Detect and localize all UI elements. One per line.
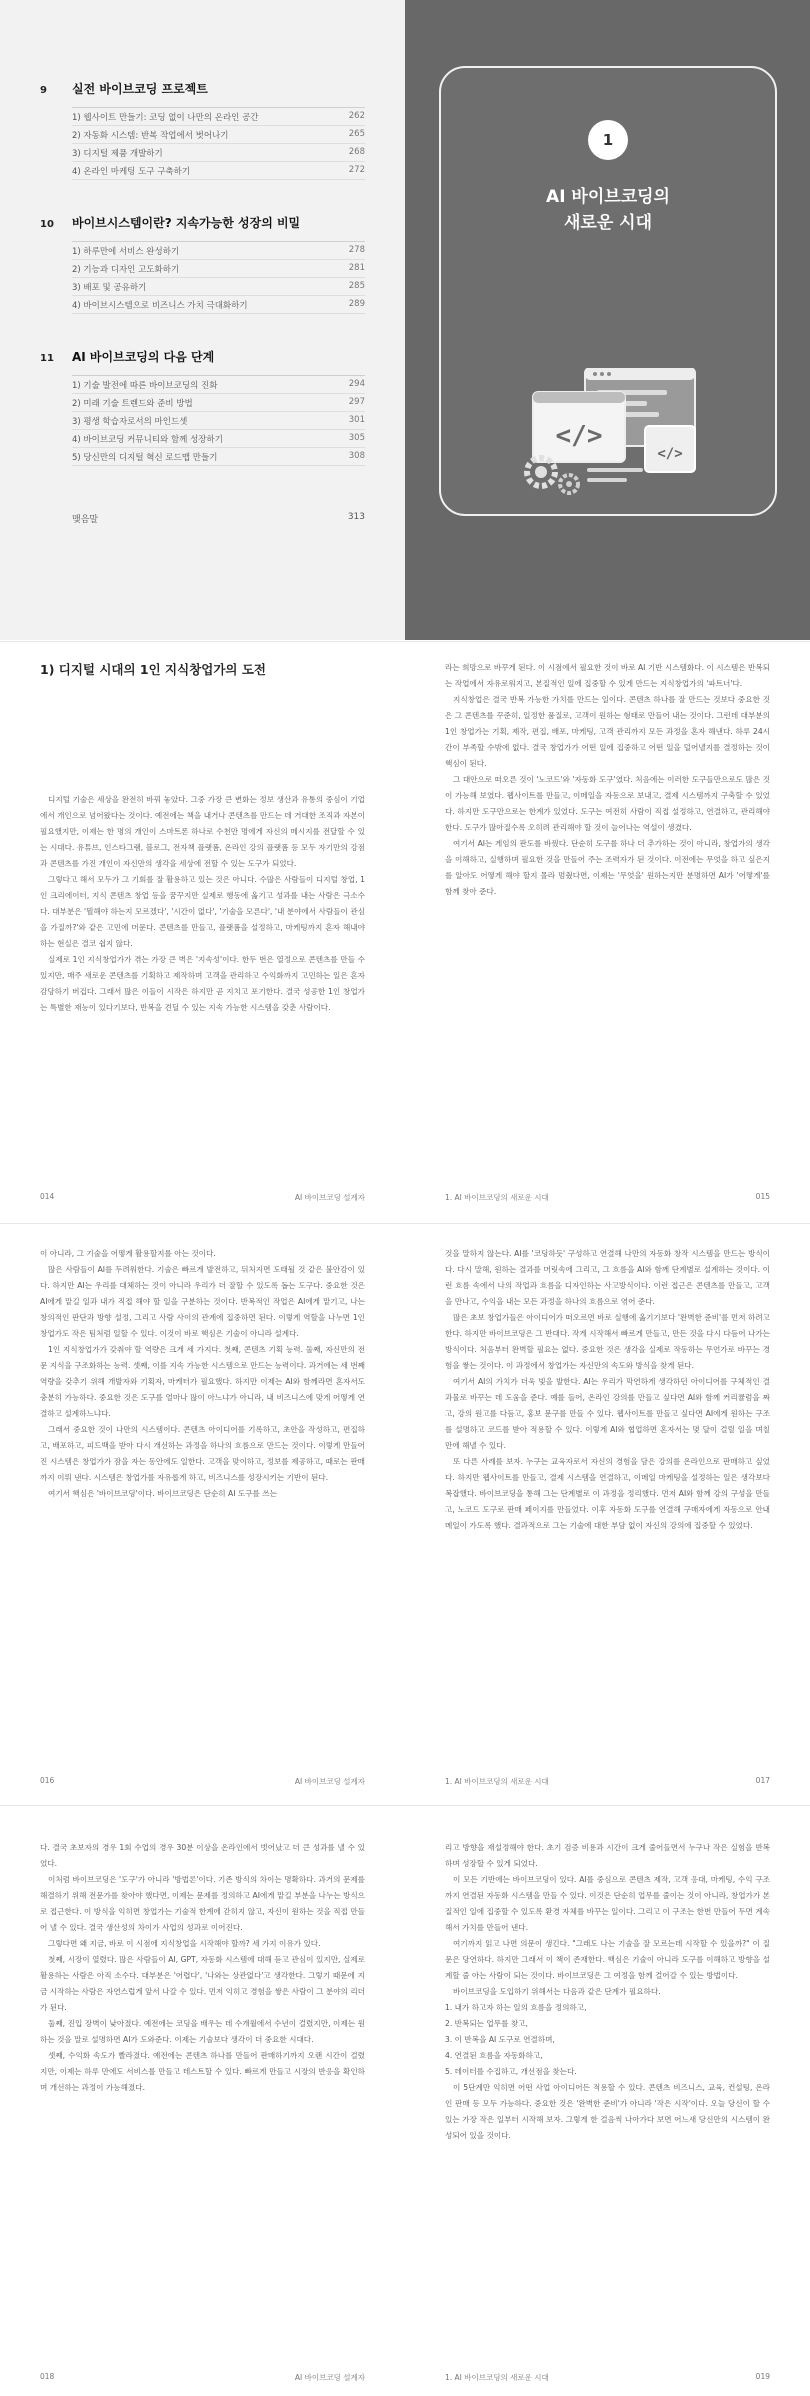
toc-item[interactable]: [72, 260, 365, 278]
running-title: 1. AI 바이브코딩의 새로운 시대: [445, 2373, 549, 2382]
page-015-body: [445, 660, 770, 900]
toc-section: [40, 214, 365, 314]
toc-item-label: 2) 기능과 디자인 고도화하기: [72, 265, 180, 275]
toc-item-label: 4) 바이브코딩 커뮤니티와 함께 성장하기: [72, 435, 223, 445]
toc-epilogue-label: 맺음말: [72, 515, 99, 525]
body-paragraph: 그렇다면 왜 지금, 바로 이 시점에 지식창업을 시작해야 할까? 세 가지 이유가 있다.: [48, 1939, 321, 1948]
toc-page: [0, 0, 405, 640]
toc-item[interactable]: [72, 108, 365, 126]
toc-item-page: 278: [348, 245, 365, 255]
body-paragraph: 그 대안으로 떠오른 것이 '노코드'와 '자동화 도구'였다. 처음에는 이러한 도구들만으로도 많은 것이 가능해 보였다. 웹사이트를 만들고, 이메일을 자동으로 보내고, 결제 시스템까지 구축할 수 있었다. 하지만 도구만으로는 한계가 있었다. 도구는 여전히 사람이 직접 설정하고, 연결하고, 관리해야 한다. 도구가 많아질수록 오히려 관리해야 할 것이 늘어나는 역설이 생겼다.: [445, 775, 770, 832]
body-paragraph: 3. 이 반복을 AI 도구로 연결하며,: [445, 2035, 555, 2044]
body-paragraph: 그렇다고 해서 모두가 그 기회를 잘 활용하고 있는 것은 아니다. 수많은 사람들이 디지털 창업, 1인 크리에이터, 지식 콘텐츠 창업 등을 꿈꾸지만 실제로 행동에 옮기고 성과를 내는 사람은 극소수다. 대부분은 '뭘해야 하는지 모르겠다', '시간이 없다', '기술을 모른다', '내 분야에서 사람들이 관심을 가질까?'와 같은 고민에 머문다. 콘텐츠를 만들고, 플랫폼을 설정하고, 마케팅까지 혼자 해내야 하는 현실은 결코 쉽지 않다.: [40, 875, 365, 948]
toc-item-page: 305: [348, 433, 365, 443]
running-title: AI 바이브코딩 설계자: [294, 1193, 365, 1202]
page-017-body: [445, 1246, 770, 1534]
toc-chapter-heading[interactable]: [40, 348, 365, 365]
toc-item-label: 3) 평생 학습자로서의 마인드셋: [72, 417, 188, 427]
body-paragraph: 1인 지식창업가가 갖춰야 할 역량은 크게 세 가지다. 첫째, 콘텐츠 기획 능력. 둘째, 자신만의 전문 지식을 구조화하는 능력. 셋째, 이를 지속 가능한 시스템으로 만드는 능력이다. 과거에는 세 번째 역량을 갖추기 위해 개발자와 기획자, 마케터가 필요했다. 하지만 이제는 AI와 함께라면 혼자서도 충분히 가능하다. 중요한 것은 도구를 얼마나 많이 아느냐가 아니라, 내 비즈니스에 맞게 어떻게 연결하고 설계하느냐다.: [40, 1345, 365, 1418]
svg-text:</>: </>: [555, 421, 603, 451]
page-number: 014: [40, 1192, 55, 1201]
body-paragraph: 여기까지 읽고 나면 의문이 생긴다. "그래도 나는 기술을 잘 모르는데 시작할 수 있을까?" 이 질문은 당연하다. 하지만 그래서 이 책이 존재한다. 핵심은 기술이 아니라 도구를 이해하고 방향을 설계할 줄 아는 사람이 되는 것이다. 바이브코딩은 그 여정을 함께 걸어갈 수 있는 방법이다.: [445, 1939, 770, 1980]
body-paragraph: 둘째, 진입 장벽이 낮아졌다. 예전에는 코딩을 배우는 데 수개월에서 수년이 걸렸지만, 이제는 원하는 것을 말로 설명하면 AI가 도와준다. 이제는 기술보다 생각이 더 중요한 시대다.: [40, 2019, 365, 2044]
running-title: 1. AI 바이브코딩의 새로운 시대: [445, 1193, 549, 1202]
running-title: 1. AI 바이브코딩의 새로운 시대: [445, 1777, 549, 1786]
toc-section: [40, 348, 365, 466]
page-015: [405, 642, 810, 1222]
spread-016-017: [0, 1224, 810, 1804]
page-018-body: [40, 1840, 365, 2096]
body-paragraph: 이 아니라, 그 기술을 어떻게 활용할지를 아는 것이다.: [40, 1249, 216, 1258]
toc-item-label: 3) 디지털 제품 개발하기: [72, 149, 163, 159]
page-014-folio: [40, 1192, 365, 1203]
toc-item-page: 301: [348, 415, 365, 425]
chapter-title-line1: AI 바이브코딩의: [546, 187, 670, 207]
body-paragraph: 5. 데이터를 수집하고, 개선점을 찾는다.: [445, 2067, 577, 2076]
body-paragraph: 리고 방향을 재설정해야 한다. 초기 검증 비용과 시간이 크게 줄어들면서 누구나 작은 실험을 반복하며 성장할 수 있게 되었다.: [445, 1843, 770, 1868]
page-015-folio: [445, 1192, 770, 1203]
toc-item[interactable]: [72, 278, 365, 296]
body-paragraph: 디지털 기술은 세상을 완전히 바꿔 놓았다. 그중 가장 큰 변화는 정보 생산과 유통의 중심이 기업에서 개인으로 넘어왔다는 것이다. 예전에는 책을 내거나 콘텐츠를 만드는 데 거대한 조직과 자본이 필요했지만, 이제는 한 명의 개인이 스마트폰 하나로 수천만 명에게 자신의 메시지를 전달할 수 있는 시대다. 유튜브, 인스타그램, 블로그, 전자책 플랫폼, 온라인 강의 플랫폼 등 모두 자기만의 강점과 콘텐츠를 가진 개인이 자신만의 생각을 세상에 전할 수 있는 도구가 되었다.: [40, 795, 365, 868]
toc-item[interactable]: [72, 394, 365, 412]
toc-chapter-heading[interactable]: [40, 80, 365, 97]
body-paragraph: 것을 말하지 않는다. AI를 '코딩하듯' 구성하고 연결해 나만의 자동화 창작 시스템을 만드는 방식이다. 다시 말해, 원하는 결과를 머릿속에 그리고, 그 흐름을 AI와 함께 단계별로 설계하는 것이다. 이런 흐름 속에서 나의 작업과 흐름을 디자인하는 사고방식이다. 이런 접근은 콘텐츠를 만들고, 고객을 만나고, 수익을 내는 모든 과정을 하나의 흐름으로 엮어 준다.: [445, 1249, 770, 1306]
chapter-cover-page: [405, 0, 810, 640]
body-paragraph: 이 모든 기반에는 바이브코딩이 있다. AI를 중심으로 콘텐츠 제작, 고객 응대, 마케팅, 수익 구조까지 연결된 자동화 시스템을 만들 수 있다. 이것은 단순히 업무를 줄이는 것이 아니라, 창업가가 본질적인 일에 집중할 수 있도록 환경 자체를 바꾸는 일이다. 그리고 이 구조는 한번 만들어 두면 계속해서 가치를 만들어 낸다.: [445, 1875, 770, 1932]
toc-item-page: 281: [348, 263, 365, 273]
body-paragraph: 1. 내가 하고자 하는 일의 흐름을 정의하고,: [445, 2003, 587, 2012]
toc-item-label: 1) 웹사이트 만들기: 코딩 없이 나만의 온라인 공간: [72, 113, 259, 123]
page-number: 016: [40, 1776, 55, 1785]
toc-item-page: 294: [348, 379, 365, 389]
body-paragraph: 라는 희망으로 바꾸게 된다. 이 시점에서 필요한 것이 바로 AI 기반 시스템화다. 이 시스템은 반복되는 작업에서 자유로워지고, 본질적인 일에 집중할 수 있게 만드는 지식창업가의 '파트너'다.: [445, 663, 770, 688]
page-number: 019: [755, 2372, 770, 2381]
page-017: [405, 1224, 810, 1804]
spread-014-015: [0, 642, 810, 1222]
page-019-body: [445, 1840, 770, 2144]
page-016-body: [40, 1246, 365, 1502]
body-paragraph: 실제로 1인 지식창업가가 겪는 가장 큰 벽은 '지속성'이다. 한두 번은 열정으로 콘텐츠를 만들 수 있지만, 매주 새로운 콘텐츠를 기획하고 제작하며 고객을 관리하고 수익화까지 고민하는 일은 혼자 감당하기 버겁다. 그래서 많은 이들이 시작은 하지만 곧 지치고 포기한다. 결국 성공한 1인 창업가는 특별한 재능이 있다기보다, 반복을 견딜 수 있는 지속 가능한 시스템을 갖춘 사람이다.: [40, 955, 365, 1012]
toc-item-label: 2) 미래 기술 트렌드와 준비 방법: [72, 399, 193, 409]
running-title: AI 바이브코딩 설계자: [294, 2373, 365, 2382]
toc-item-label: 4) 온라인 마케팅 도구 구축하기: [72, 167, 191, 177]
toc-item-page: 265: [348, 129, 365, 139]
page-number: 018: [40, 2372, 55, 2381]
body-paragraph: 많은 사람들이 AI를 두려워한다. 기술은 빠르게 발전하고, 뒤처지면 도태될 것 같은 불안감이 있다. 하지만 AI는 우리를 대체하는 것이 아니라 우리가 더 잘할 수 있도록 돕는 도구다. 중요한 것은 AI에게 맡길 일과 내가 직접 해야 할 일을 구분하는 것이다. 반복적인 작업은 AI에게 맡기고, 나는 창의적인 판단과 방향 설정, 그리고 사람 사이의 관계에 집중하면 된다. 이렇게 역할을 나누면 1인 창업가도 작은 팀처럼 일할 수 있다. 이것이 바로 핵심은 기술이 아니라 설계다.: [40, 1265, 365, 1338]
section-heading: 1) 디지털 시대의 1인 지식창업가의 도전: [40, 662, 266, 677]
spread-toc-cover: [0, 0, 810, 640]
svg-text:</>: </>: [657, 446, 683, 462]
body-paragraph: 지식창업은 결국 반복 가능한 가치를 만드는 일이다. 콘텐츠 하나를 잘 만드는 것보다 중요한 것은 그 콘텐츠를 꾸준히, 일정한 품질로, 고객이 원하는 형태로 만들어 내는 것이다. 그런데 대부분의 1인 창업가는 기획, 제작, 편집, 배포, 마케팅, 고객 관리까지 모든 과정을 혼자 해낸다. 하루 24시간이 부족할 수밖에 없다. 결국 창업가가 어떤 일에 집중하고 어떤 일을 덜어낼지를 결정하는 것이 핵심이 된다.: [445, 695, 770, 768]
toc-item-page: 285: [348, 281, 365, 291]
toc-items: [72, 375, 365, 466]
toc-list: [40, 80, 365, 466]
toc-item-label: 2) 자동화 시스템: 반복 작업에서 벗어나기: [72, 131, 229, 141]
toc-item[interactable]: [72, 448, 365, 466]
toc-epilogue-page: 313: [347, 512, 365, 522]
body-paragraph: 셋째, 수익화 속도가 빨라졌다. 예전에는 콘텐츠 하나를 만들어 판매하기까지 오랜 시간이 걸렸지만, 이제는 하루 만에도 서비스를 만들고 테스트할 수 있다. 빠르게 만들고 시장의 반응을 확인하며 개선하는 과정이 가능해졌다.: [40, 2051, 365, 2092]
page-018-folio: [40, 2372, 365, 2383]
toc-item-page: 268: [348, 147, 365, 157]
toc-item[interactable]: [72, 144, 365, 162]
page-017-folio: [445, 1776, 770, 1787]
toc-item-label: 1) 하루만에 서비스 완성하기: [72, 247, 180, 257]
toc-section: [40, 80, 365, 180]
body-paragraph: 이처럼 바이브코딩은 '도구'가 아니라 '방법론'이다. 기존 방식의 차이는 명확하다. 과거의 문제를 해결하기 위해 전문가를 찾아야 했다면, 이제는 문제를 정의하고 AI에게 맡길 부분을 나누는 방식으로 접근한다. 이 방식을 익히면 창업가는 기술적 한계에 갇히지 않고, 자신이 원하는 것을 직접 만들어 낼 수 있다. 결국 생산성의 차이가 사업의 성과로 이어진다.: [40, 1875, 365, 1932]
chapter-number-badge: 1: [588, 120, 628, 160]
toc-chapter-number: 10: [40, 219, 54, 230]
body-paragraph: 이 5단계만 익히면 어떤 사업 아이디어든 적용할 수 있다. 콘텐츠 비즈니스, 교육, 컨설팅, 온라인 판매 등 모두 가능하다. 중요한 것은 '완벽한 준비'가 아니라 '작은 시작'이다. 오늘 당신이 할 수 있는 가장 작은 일부터 시작해 보자. 그렇게 한 걸음씩 나아가다 보면 어느새 당신만의 시스템이 완성되어 있을 것이다.: [445, 2083, 770, 2140]
toc-item-page: 297: [348, 397, 365, 407]
body-paragraph: 첫째, 시장이 열렸다. 많은 사람들이 AI, GPT, 자동화 시스템에 대해 듣고 관심이 있지만, 실제로 활용하는 사람은 아직 소수다. 대부분은 '어렵다', '나와는 상관없다'고 생각한다. 그렇기 때문에 지금 시작하는 사람은 자연스럽게 앞서 나갈 수 있다. 먼저 익히고 경험을 쌓은 사람이 그 분야의 리더가 된다.: [40, 1955, 365, 2012]
chapter-title-line2: 새로운 시대: [563, 213, 653, 233]
toc-chapter-title: AI 바이브코딩의 다음 단계: [72, 350, 215, 364]
toc-item[interactable]: [72, 412, 365, 430]
page-014: [0, 642, 405, 1222]
body-paragraph: 여기서 AI는 게임의 판도를 바꿨다. 단순히 도구를 하나 더 추가하는 것이 아니라, 창업가의 생각을 이해하고, 실행하며 필요한 것을 만들어 주는 조력자가 된 것이다. 이전에는 무엇을 하고 싶은지를 알아도 어떻게 해야 할지 몰라 멈췄다면, 이제는 '무엇을' 원하는지만 분명하면 AI가 '어떻게'를 함께 찾아 준다.: [445, 839, 770, 896]
page-019: [405, 1806, 810, 2396]
toc-item-page: 262: [348, 111, 365, 121]
body-paragraph: 여기서 AI의 가치가 더욱 빛을 발한다. AI는 우리가 막연하게 생각하던 아이디어를 구체적인 결과물로 바꾸는 데 도움을 준다. 예를 들어, 온라인 강의를 만들고 싶다면 AI와 함께 커리큘럼을 짜고, 강의 원고를 다듬고, 홍보 문구를 만들 수 있다. 웹사이트를 만들고 싶다면 AI에게 원하는 구조를 설명하고 코드를 받아 적용할 수 있다. 이렇게 AI와 협업하면 혼자서는 몇 달이 걸릴 일을 며칠 만에 해낼 수 있다.: [445, 1377, 770, 1450]
page-019-folio: [445, 2372, 770, 2383]
toc-items: [72, 241, 365, 314]
chapter-cover-card: [439, 66, 777, 516]
body-paragraph: 바이브코딩을 도입하기 위해서는 다음과 같은 단계가 필요하다.: [453, 1987, 661, 1996]
page-018: [0, 1806, 405, 2396]
toc-item[interactable]: [72, 376, 365, 394]
page-number: 015: [755, 1192, 770, 1201]
toc-chapter-title: 바이브시스템이란? 지속가능한 성장의 비밀: [72, 216, 301, 230]
body-paragraph: 2. 반복되는 업무를 찾고,: [445, 2019, 528, 2028]
running-title: AI 바이브코딩 설계자: [294, 1777, 365, 1786]
toc-item-label: 3) 배포 및 공유하기: [72, 283, 147, 293]
toc-item-page: 308: [348, 451, 365, 461]
page-016-folio: [40, 1776, 365, 1787]
code-window-gear-icon: [515, 368, 705, 498]
body-paragraph: 그래서 중요한 것이 나만의 시스템이다. 콘텐츠 아이디어를 기록하고, 초안을 작성하고, 편집하고, 배포하고, 피드백을 받아 다시 개선하는 과정을 하나의 흐름으로 만드는 것이다. 이렇게 만들어진 시스템은 창업가가 잠을 자는 동안에도 일한다. 고객을 맞이하고, 정보를 제공하고, 때로는 판매까지 이뤄 낸다. 시스템은 창업가를 자유롭게 하고, 비즈니스를 성장시키는 기반이 된다.: [40, 1425, 365, 1482]
body-paragraph: 많은 초보 창업가들은 아이디어가 떠오르면 바로 실행에 옮기기보다 '완벽한 준비'를 먼저 하려고 한다. 하지만 바이브코딩은 그 반대다. 작게 시작해서 빠르게 만들고, 만든 것을 다시 다듬어 나가는 방식이다. 처음부터 완벽할 필요는 없다. 중요한 것은 생각을 실제로 작동하는 무언가로 바꾸는 경험을 쌓는 것이다. 이 과정에서 창업가는 자신만의 속도와 방식을 찾게 된다.: [445, 1313, 770, 1370]
page-016: [0, 1224, 405, 1804]
body-paragraph: 또 다른 사례를 보자. 누구는 교육자로서 자신의 경험을 담은 강의를 온라인으로 판매하고 싶었다. 하지만 웹사이트를 만들고, 결제 시스템을 연결하고, 이메일 마케팅을 설정하는 일은 생각보다 복잡했다. 바이브코딩을 통해 그는 단계별로 이 과정을 정리했다. 먼저 AI와 함께 강의 구성을 만들고, 노코드 도구로 판매 페이지를 만들었다. 이후 자동화 도구를 연결해 구매자에게 자동으로 안내 메일이 가도록 했다. 결과적으로 그는 기술에 대한 부담 없이 자신의 강의에 집중할 수 있었다.: [445, 1457, 770, 1530]
toc-item[interactable]: [72, 126, 365, 144]
toc-chapter-number: 11: [40, 353, 54, 364]
toc-item[interactable]: [72, 242, 365, 260]
toc-item-page: 289: [348, 299, 365, 309]
body-paragraph: 4. 연결된 흐름을 자동화하고,: [445, 2051, 543, 2060]
toc-item[interactable]: [72, 430, 365, 448]
toc-chapter-heading[interactable]: [40, 214, 365, 231]
toc-chapter-title: 실전 바이브코딩 프로젝트: [72, 82, 208, 96]
toc-items: [72, 107, 365, 180]
body-paragraph: 다. 결국 초보자의 경우 1회 수업의 경우 30분 이상을 온라인에서 벗어났고 더 큰 성과를 낼 수 있었다.: [40, 1843, 365, 1868]
toc-item-page: 272: [348, 165, 365, 175]
page-014-body: [40, 792, 365, 1016]
toc-item[interactable]: [72, 296, 365, 314]
toc-item[interactable]: [72, 162, 365, 180]
toc-epilogue[interactable]: [72, 512, 365, 525]
toc-item-label: 4) 바이브시스템으로 비즈니스 가치 극대화하기: [72, 301, 248, 311]
toc-chapter-number: 9: [40, 85, 47, 96]
toc-item-label: 5) 당신만의 디지털 혁신 로드맵 만들기: [72, 453, 218, 463]
body-paragraph: 여기서 핵심은 '바이브코딩'이다. 바이브코딩은 단순히 AI 도구를 쓰는: [48, 1489, 277, 1498]
page-number: 017: [755, 1776, 770, 1785]
toc-item-label: 1) 기술 발전에 따른 바이브코딩의 진화: [72, 381, 218, 391]
spread-018-019: [0, 1806, 810, 2396]
